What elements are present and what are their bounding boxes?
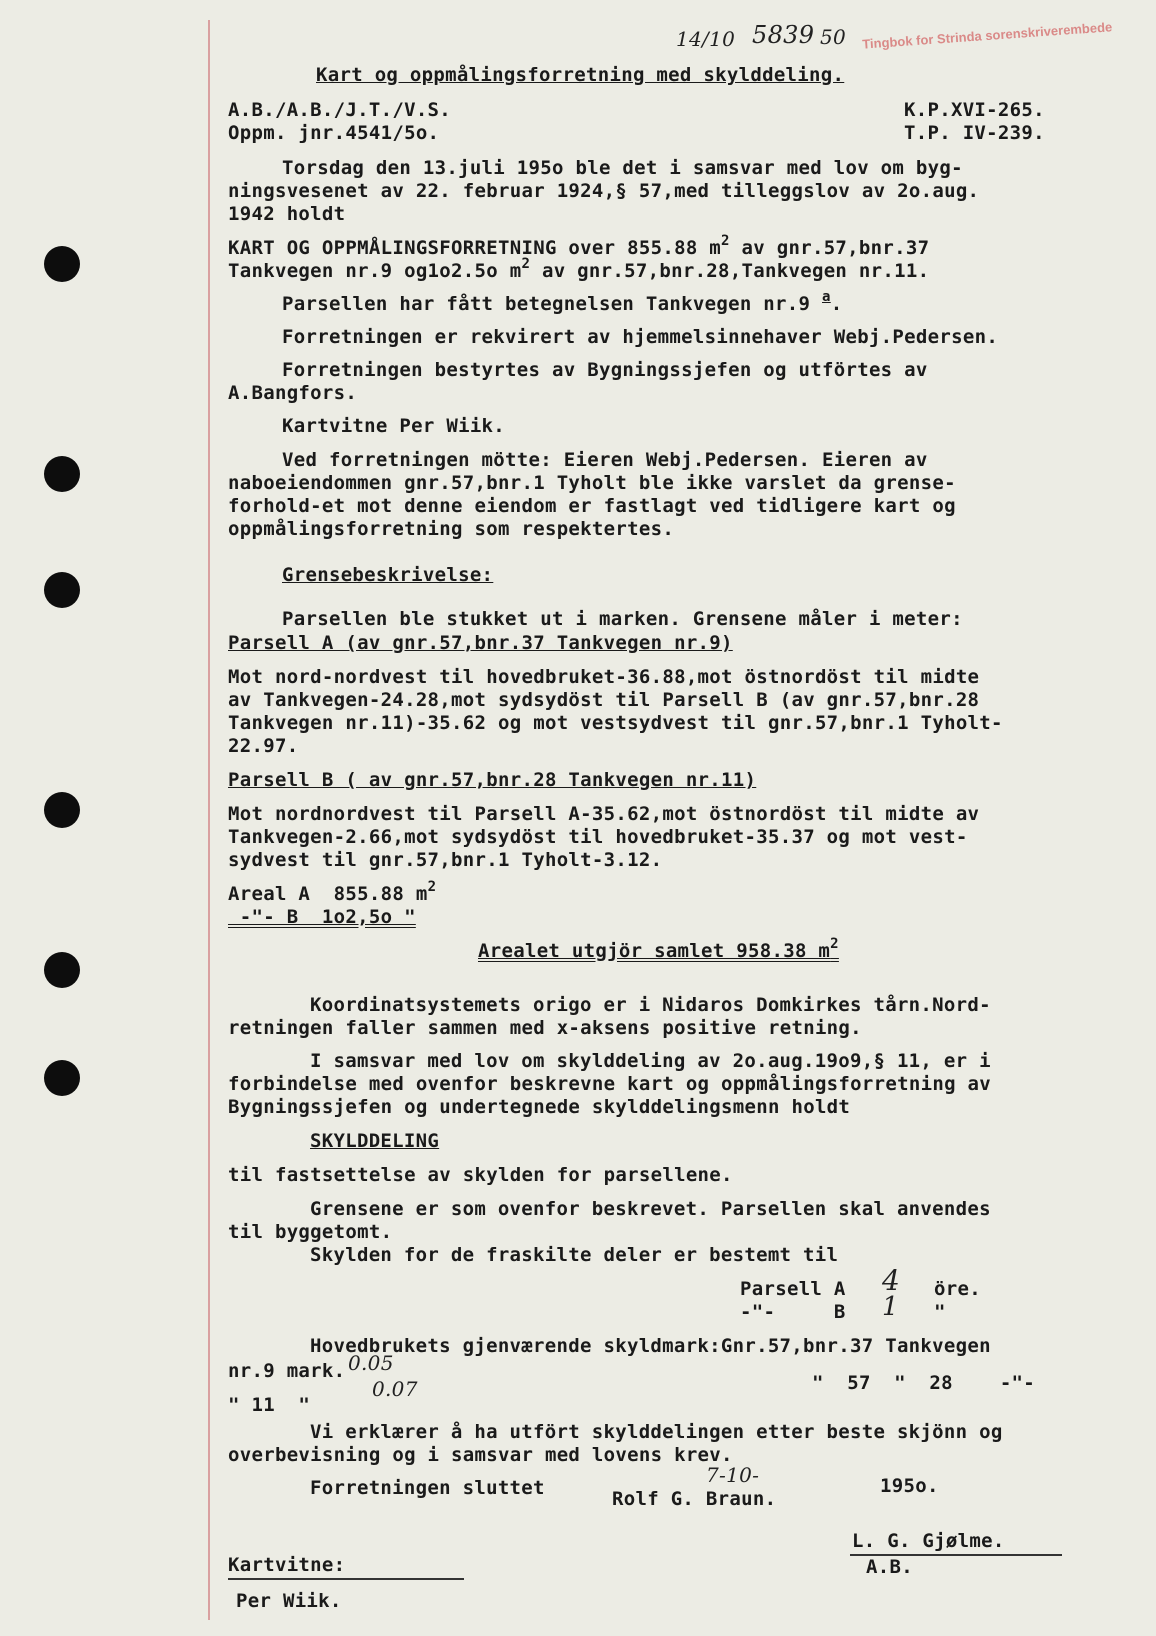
- punch-hole: [44, 952, 80, 988]
- text-line: av Tankvegen-24.28,mot sydsydöst til Parsell B (av gnr.57,bnr.28: [228, 689, 980, 711]
- main-value-1: 0.05: [348, 1351, 394, 1375]
- text-line: Grensene er som ovenfor beskrevet. Parsellen skal anvendes: [310, 1198, 991, 1220]
- text-line: Mot nord-nordvest til hovedbruket-36.88,mot östnordöst til midte: [228, 666, 980, 688]
- text-line: Ved forretningen mötte: Eieren Webj.Pedersen. Eieren av: [282, 449, 928, 471]
- text-line: " 11 ": [228, 1394, 311, 1416]
- parcel-a-value: 4: [882, 1264, 901, 1297]
- text-line: Forretningen er rekvirert av hjemmelsinnehaver Webj.Pedersen.: [282, 326, 999, 348]
- text-line: A.Bangfors.: [228, 382, 358, 404]
- header-left-2: Oppm. jnr.4541/5o.: [228, 122, 440, 144]
- punch-hole: [44, 456, 80, 492]
- skylddeling-heading: SKYLDDELING: [310, 1130, 440, 1152]
- signer-2: L. G. Gjølme.: [852, 1530, 1005, 1552]
- witness-label: Kartvitne:: [228, 1554, 346, 1576]
- area-a: Areal A 855.88 $m^2$: [228, 879, 437, 905]
- text-line: forbindelse med ovenfor beskrevne kart og oppmålingsforretning av: [228, 1073, 992, 1095]
- main-value-2: 0.07: [372, 1377, 418, 1401]
- text-line: Vi erklærer å ha utfört skylddelingen etter beste skjönn og: [310, 1421, 1003, 1443]
- parcel-a-heading: Parsell A (av gnr.57,bnr.37 Tankvegen nr.9): [228, 632, 733, 654]
- text-line: naboeiendommen gnr.57,bnr.1 Tyholt ble ikke varslet da grense-: [228, 472, 956, 494]
- text-line: Parsellen har fått betegnelsen Tankvegen nr.9 $^a$.: [282, 289, 843, 315]
- text-line: oppmålingsforretning som respektertes.: [228, 518, 675, 540]
- signer-1: Rolf G. Braun.: [612, 1488, 777, 1510]
- punch-hole: [44, 1060, 80, 1096]
- header-right-1: K.P.XVI-265.: [904, 99, 1045, 121]
- text-line: Mot nordnordvest til Parsell A-35.62,mot östnordöst til midte av: [228, 803, 980, 825]
- margin-line: [208, 20, 210, 1620]
- parcel-b-value: 1: [882, 1292, 899, 1322]
- text-line: Forretningen sluttet: [310, 1477, 545, 1499]
- parcel-b-heading: Parsell B ( av gnr.57,bnr.28 Tankvegen nr.11): [228, 769, 757, 791]
- text-line: 1942 holdt: [228, 203, 346, 225]
- text-line: til byggetomt.: [228, 1221, 393, 1243]
- punch-hole: [44, 246, 80, 282]
- text-line: Tankvegen nr.11)-35.62 og mot vestsydvest til gnr.57,bnr.1 Tyholt-: [228, 712, 1003, 734]
- area-b: -"- B 1o2,5o ": [228, 906, 416, 928]
- archive-year: 50: [820, 25, 847, 49]
- text-line: forhold-et mot denne eiendom er fastlagt ved tidligere kart og: [228, 495, 956, 517]
- text-line: nr.9 mark.: [228, 1360, 346, 1382]
- text-line: Forretningen bestyrtes av Bygningssjefen og utförtes av: [282, 359, 928, 381]
- text-line: Koordinatsystemets origo er i Nidaros Domkirkes tårn.Nord-: [310, 994, 991, 1016]
- signer-2-initials: A.B.: [866, 1556, 913, 1578]
- text-line: til fastsettelse av skylden for parsellene.: [228, 1164, 733, 1186]
- text-line: Hovedbrukets gjenværende skyldmark:Gnr.57,bnr.37 Tankvegen: [310, 1335, 991, 1357]
- punch-hole: [44, 792, 80, 828]
- parcel-b-label: -"- B: [740, 1301, 846, 1323]
- text-line: Tankvegen nr.9 og1o2.5o $m^2$ av gnr.57,bnr.28,Tankvegen nr.11.: [228, 256, 930, 282]
- text-line: retningen faller sammen med x-aksens positive retning.: [228, 1017, 862, 1039]
- parcel-a-unit: öre.: [934, 1278, 981, 1300]
- archive-stamp: Tingbok for Strinda sorenskriverembede: [861, 19, 1113, 52]
- text-line: Skylden for de fraskilte deler er bestemt til: [310, 1244, 839, 1266]
- text-line: Kartvitne Per Wiik.: [282, 415, 506, 437]
- closing-date: 7-10-: [706, 1463, 760, 1487]
- boundary-heading: Grensebeskrivelse:: [282, 564, 494, 586]
- text-line: ningsvesenet av 22. februar 1924,§ 57,med tilleggslov av 2o.aug.: [228, 180, 980, 202]
- text-line: Parsellen ble stukket ut i marken. Grensene måler i meter:: [282, 608, 963, 630]
- punch-hole: [44, 572, 80, 608]
- text-line: KART OG OPPMÅLINGSFORRETNING over 855.88 $m^2$ av gnr.57,bnr.37: [228, 233, 930, 259]
- text-line: " 57 " 28 -"-: [812, 1372, 1036, 1394]
- witness-line: [228, 1578, 464, 1580]
- text-line: Tankvegen-2.66,mot sydsydöst til hovedbruket-35.37 og mot vest-: [228, 826, 968, 848]
- text-line: sydvest til gnr.57,bnr.1 Tyholt-3.12.: [228, 849, 663, 871]
- page-title: Kart og oppmålingsforretning med skylddeling.: [316, 64, 845, 86]
- text-line: Bygningssjefen og undertegnede skylddelingsmenn holdt: [228, 1096, 851, 1118]
- parcel-a-label: Parsell A: [740, 1278, 846, 1300]
- header-left-1: A.B./A.B./J.T./V.S.: [228, 99, 452, 121]
- text-line: Torsdag den 13.juli 195o ble det i samsvar med lov om byg-: [282, 157, 963, 179]
- witness-name: Per Wiik.: [236, 1590, 342, 1612]
- parcel-b-unit: ": [934, 1301, 946, 1323]
- text-line: overbevisning og i samsvar med lovens krev.: [228, 1444, 733, 1466]
- text-line: 22.97.: [228, 735, 299, 757]
- total-area: Arealet utgjör samlet 958.38 $m^2$: [478, 936, 839, 962]
- handwritten-date-note: 14/10: [676, 27, 736, 51]
- archive-number: 5839: [752, 21, 815, 49]
- text-line: I samsvar med lov om skylddeling av 2o.aug.19o9,§ 11, er i: [310, 1050, 991, 1072]
- header-right-2: T.P. IV-239.: [904, 122, 1045, 144]
- closing-year: 195o.: [880, 1475, 939, 1497]
